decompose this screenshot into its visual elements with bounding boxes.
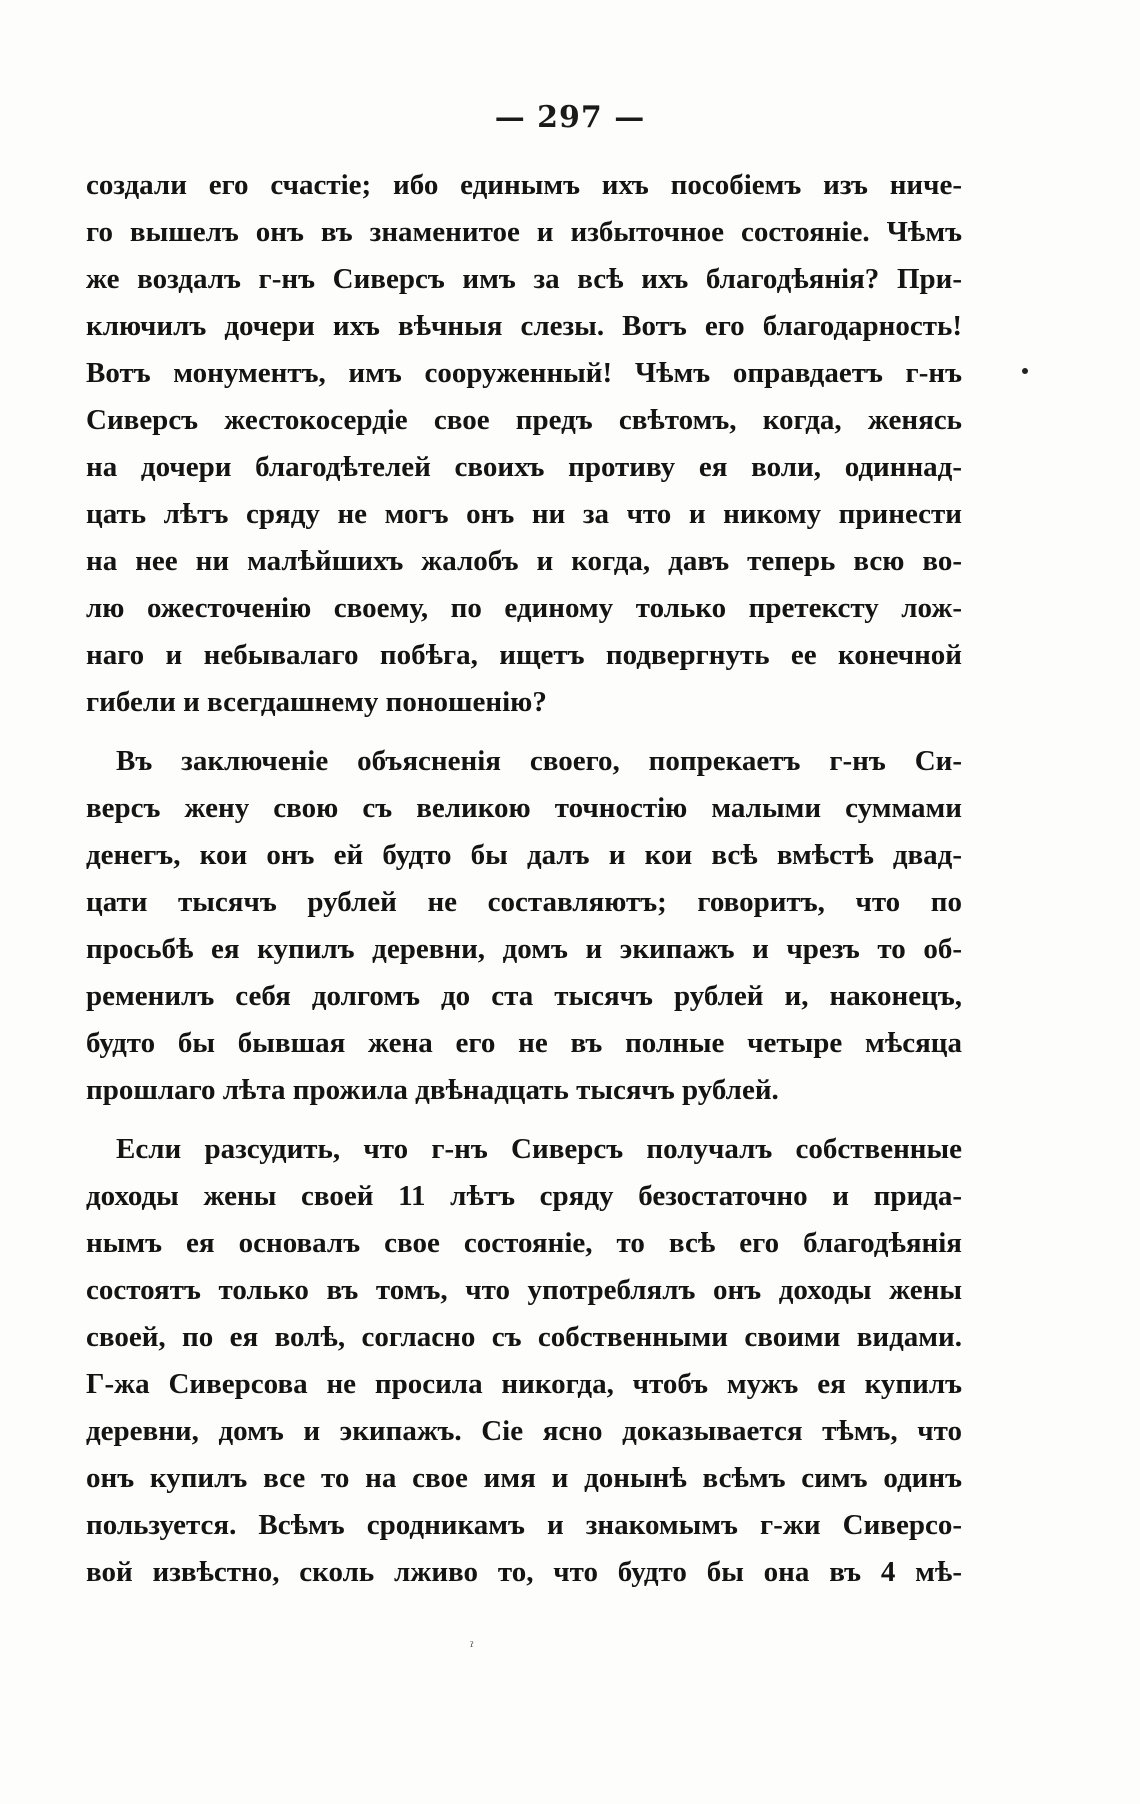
paragraph-gap [86,726,962,738]
body-text [86,162,962,1596]
text-line: цати тысячъ рублей не составляютъ; говоритъ, что по [86,886,962,918]
text-line: нымъ ея основалъ свое состояніе, то всѣ его благодѣянія [86,1227,962,1259]
text-line: на дочери благодѣтелей своихъ противу ея воли, одиннад- [86,451,962,483]
text-line: пользуется. Всѣмъ сродникамъ и знакомымъ г-жи Сиверсо- [86,1509,962,1541]
text-line: Если разсудить, что г-нъ Сиверсъ получалъ собственные [116,1133,962,1165]
text-line: го вышелъ онъ въ знаменитое и избыточное состояніе. Чѣмъ [86,216,962,248]
text-line: просьбѣ ея купилъ деревни, домъ и экипажъ и чрезъ то об- [86,933,962,965]
text-line: создали его счастіе; ибо единымъ ихъ пособіемъ изъ ниче- [86,169,962,201]
paragraph-gap [86,1114,962,1126]
text-line: Вотъ монументъ, имъ сооруженный! Чѣмъ оправдаетъ г-нъ [86,357,962,389]
text-line: цать лѣтъ сряду не могъ онъ ни за что и никому принести [86,498,962,530]
text-line: ключилъ дочери ихъ вѣчныя слезы. Вотъ его благодарность! [86,310,962,342]
paragraph-3 [86,1126,962,1596]
text-line: на нее ни малѣйшихъ жалобъ и когда, давъ теперь всю во- [86,545,962,577]
text-line: Сиверсъ жестокосердіе свое предъ свѣтомъ, когда, женясь [86,404,962,436]
text-line: прошлаго лѣта прожила двѣнадцать тысячъ рублей. [86,1074,779,1106]
text-line: своей, по ея волѣ, согласно съ собственными своими видами. [86,1321,962,1353]
text-line: доходы жены своей 11 лѣтъ сряду безостаточно и прида- [86,1180,962,1212]
text-line: состоятъ только въ томъ, что употреблялъ онъ доходы жены [86,1274,962,1306]
text-line: ременилъ себя долгомъ до ста тысячъ рублей и, наконецъ, [86,980,962,1012]
paragraph-1 [86,162,962,726]
text-line: версъ жену свою съ великою точностію малыми суммами [86,792,962,824]
text-line: денегъ, кои онъ ей будто бы далъ и кои всѣ вмѣстѣ двад- [86,839,962,871]
paragraph-2 [86,738,962,1114]
text-line: Г-жа Сиверсова не просила никогда, чтобъ мужъ ея купилъ [86,1368,962,1400]
text-line: лю ожесточенію своему, по единому только претексту лож- [86,592,962,624]
text-line: наго и небывалаго побѣга, ищетъ подвергнуть ее конечной [86,639,962,671]
text-line: же воздалъ г-нъ Сиверсъ имъ за всѣ ихъ благодѣянія? При- [86,263,962,295]
text-line: Въ заключеніе объясненія своего, попрекаетъ г-нъ Си- [116,745,962,777]
text-line: деревни, домъ и экипажъ. Сіе ясно доказывается тѣмъ, что [86,1415,962,1447]
text-line: онъ купилъ все то на свое имя и донынѣ всѣмъ симъ одинъ [86,1462,962,1494]
text-line: будто бы бывшая жена его не въ полные четыре мѣсяца [86,1027,962,1059]
text-line: гибели и всегдашнему поношенію? [86,686,547,718]
text-line: вой извѣстно, сколь лживо то, что будто бы она въ 4 мѣ- [86,1556,962,1588]
bottom-ink-mark: ˀ [470,1640,474,1656]
margin-ink-dot [1022,368,1028,374]
page-number: — 297 — [494,100,646,135]
